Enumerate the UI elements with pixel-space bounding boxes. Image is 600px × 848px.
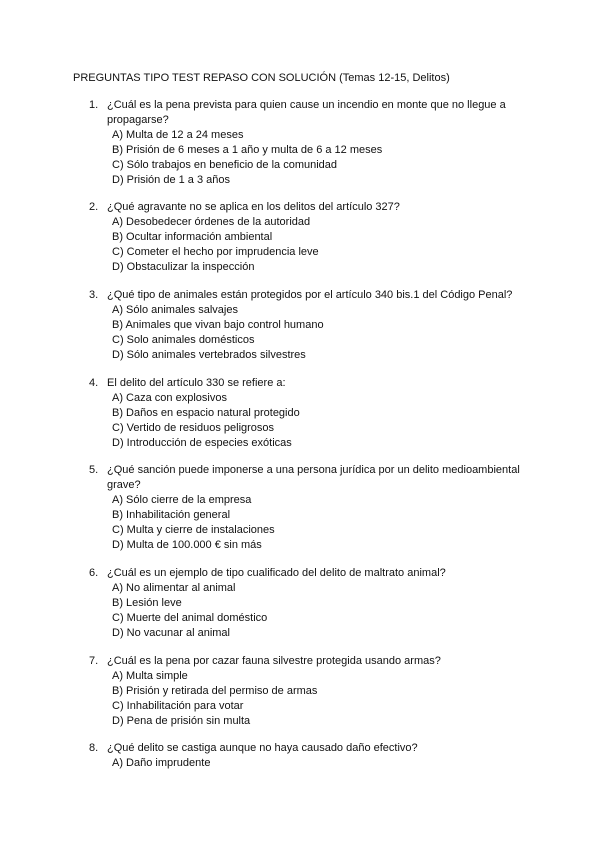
- question-number: 8.: [89, 742, 99, 754]
- option-list: [89, 756, 549, 771]
- question-stem: [89, 288, 549, 303]
- question-text: ¿Qué agravante no se aplica en los delitos del artículo 327?: [107, 201, 400, 213]
- option-c: C) Inhabilitación para votar: [112, 700, 244, 712]
- question-stem: [89, 98, 549, 128]
- option-c: C) Multa y cierre de instalaciones: [112, 524, 275, 536]
- option-a: A) Multa de 12 a 24 meses: [112, 129, 244, 141]
- option-b: B) Prisión de 6 meses a 1 año y multa de 6 a 12 meses: [112, 144, 383, 156]
- option-b: B) Daños en espacio natural protegido: [112, 407, 300, 419]
- question-stem: [89, 200, 549, 215]
- option-a: A) Daño imprudente: [112, 757, 211, 769]
- option-d: D) Introducción de especies exóticas: [112, 437, 292, 449]
- question-8: [89, 741, 549, 771]
- question-6: [89, 566, 549, 641]
- option-list: [89, 391, 549, 451]
- option-list: [89, 128, 549, 188]
- question-1: [89, 98, 549, 188]
- option-d: D) Prisión de 1 a 3 años: [112, 174, 231, 186]
- question-text: ¿Cuál es la pena prevista para quien cause un incendio en monte que no llegue a propagarse?: [107, 99, 506, 126]
- option-b: B) Ocultar información ambiental: [112, 231, 273, 243]
- option-c: C) Solo animales domésticos: [112, 334, 255, 346]
- option-a: A) Sólo animales salvajes: [112, 304, 238, 316]
- question-stem: [89, 741, 549, 756]
- question-text: ¿Qué sanción puede imponerse a una persona jurídica por un delito medioambiental grave?: [107, 464, 520, 491]
- option-list: [89, 669, 549, 729]
- question-stem: [89, 463, 549, 493]
- option-c: C) Cometer el hecho por imprudencia leve: [112, 246, 319, 258]
- question-2: [89, 200, 549, 275]
- option-a: A) Sólo cierre de la empresa: [112, 494, 252, 506]
- option-b: B) Animales que vivan bajo control humano: [112, 319, 324, 331]
- option-a: A) Caza con explosivos: [112, 392, 227, 404]
- option-list: [89, 303, 549, 363]
- question-number: 6.: [89, 567, 99, 579]
- option-b: B) Lesión leve: [112, 597, 182, 609]
- question-stem: [89, 654, 549, 669]
- option-list: [89, 581, 549, 641]
- question-text: ¿Cuál es la pena por cazar fauna silvestre protegida usando armas?: [107, 655, 441, 667]
- option-b: B) Prisión y retirada del permiso de armas: [112, 685, 318, 697]
- question-stem: [89, 376, 549, 391]
- option-d: D) No vacunar al animal: [112, 627, 230, 639]
- question-text: ¿Qué tipo de animales están protegidos por el artículo 340 bis.1 del Código Penal?: [107, 289, 513, 301]
- question-number: 2.: [89, 201, 99, 213]
- option-list: [89, 493, 549, 553]
- option-d: D) Sólo animales vertebrados silvestres: [112, 349, 306, 361]
- question-number: 4.: [89, 377, 99, 389]
- question-7: [89, 654, 549, 729]
- question-number: 7.: [89, 655, 99, 667]
- question-text: ¿Cuál es un ejemplo de tipo cualificado del delito de maltrato animal?: [107, 567, 446, 579]
- option-c: C) Muerte del animal doméstico: [112, 612, 268, 624]
- option-d: D) Multa de 100.000 € sin más: [112, 539, 262, 551]
- question-number: 1.: [89, 99, 99, 111]
- question-text: El delito del artículo 330 se refiere a:: [107, 377, 286, 389]
- question-3: [89, 288, 549, 363]
- option-c: C) Vertido de residuos peligrosos: [112, 422, 275, 434]
- question-number: 5.: [89, 464, 99, 476]
- question-number: 3.: [89, 289, 99, 301]
- option-b: B) Inhabilitación general: [112, 509, 231, 521]
- question-5: [89, 463, 549, 553]
- question-text: ¿Qué delito se castiga aunque no haya causado daño efectivo?: [107, 742, 418, 754]
- option-list: [89, 215, 549, 275]
- question-4: [89, 376, 549, 451]
- option-d: D) Pena de prisión sin multa: [112, 715, 251, 727]
- option-d: D) Obstaculizar la inspección: [112, 261, 255, 273]
- document-title: PREGUNTAS TIPO TEST REPASO CON SOLUCIÓN (Temas 12-15, Delitos): [73, 72, 450, 84]
- question-stem: [89, 566, 549, 581]
- option-a: A) Multa simple: [112, 670, 188, 682]
- option-c: C) Sólo trabajos en beneficio de la comunidad: [112, 159, 338, 171]
- option-a: A) No alimentar al animal: [112, 582, 236, 594]
- option-a: A) Desobedecer órdenes de la autoridad: [112, 216, 311, 228]
